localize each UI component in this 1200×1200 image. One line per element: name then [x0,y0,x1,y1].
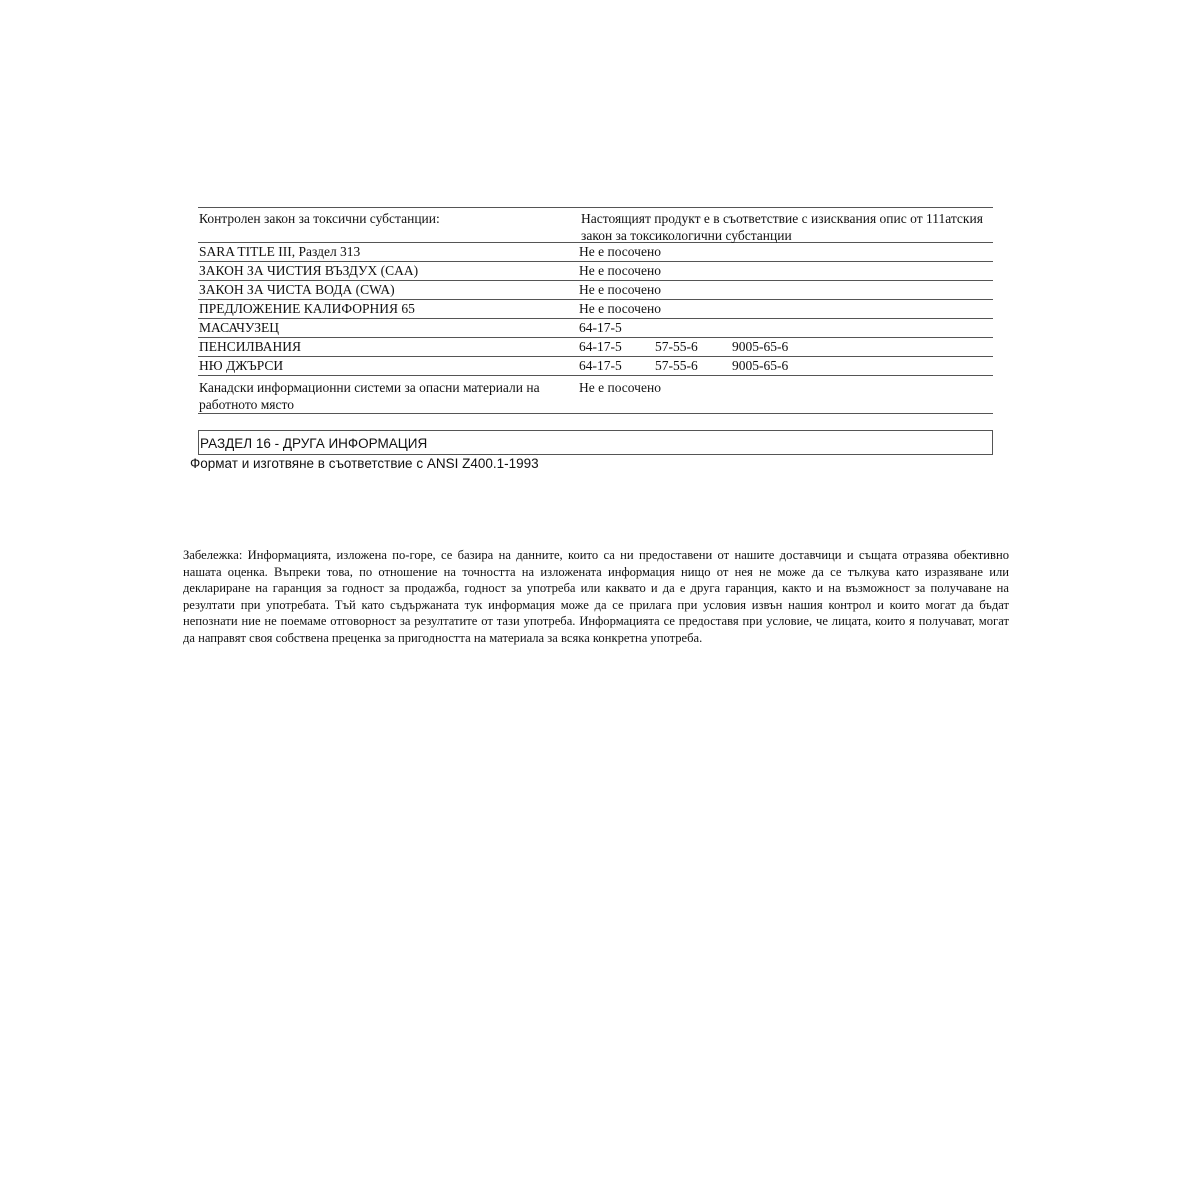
regulation-values [579,208,993,242]
cas-number: 9005-65-6 [732,339,789,354]
regulation-values [579,300,993,318]
regulatory-table [198,207,993,414]
regulation-value: Не е посочено [579,244,661,259]
regulation-label: МАСАЧУЗЕЦ [199,320,280,335]
section-16-header [198,430,993,455]
regulation-values [579,357,993,375]
cas-number: 64-17-5 [579,320,622,335]
regulation-values [579,379,993,413]
regulation-values [579,281,993,299]
regulation-label: НЮ ДЖЪРСИ [199,358,284,373]
cas-number: 64-17-5 [579,339,622,354]
regulation-values [579,243,993,261]
table-row [198,262,993,281]
cas-number: 57-55-6 [655,358,698,373]
table-row [198,357,993,376]
regulation-label: Канадски информационни системи за опасни материали на работното място [199,380,540,412]
table-row [198,281,993,300]
regulation-values [579,319,993,337]
table-row [198,376,993,414]
regulation-label: Контролен закон за токсични субстанции: [199,211,440,226]
regulation-label: SARA TITLE III, Раздел 313 [199,244,361,259]
cas-number: 9005-65-6 [732,358,789,373]
disclaimer-text: Забележка: Информацията, изложена по-горе, се базира на данните, които са ни предоставени от нашите доставчици и същата отразява обективно нашата оценка. Въпреки това, по отношение на точността на изложената информация нищо от нея не може да се тълкува като изразяване или деклариране на гаранция за годност за продажба, годност за употреба или каквато и да е друга гаранция, както и на възможност за получаване на резултати при употребата. Тъй като съдържаната тук информация може да се прилага при условия извън нашия контрол и които могат да бъдат непознати ние не поемаме отговорност за резултатите от тази употреба. Информацията се предоставя при условие, че лицата, които я получават, могат да направят своя собствена преценка за пригодността на материала за всяка конкретна употреба. [183,548,1009,645]
section-16-title: РАЗДЕЛ 16 - ДРУГА ИНФОРМАЦИЯ [200,436,428,451]
cas-number: 57-55-6 [655,339,698,354]
regulation-values [579,338,993,356]
disclaimer-note [183,547,1009,647]
regulation-values [579,262,993,280]
regulation-value: Не е посочено [579,380,661,395]
regulation-label: ЗАКОН ЗА ЧИСТА ВОДА (CWA) [199,282,395,297]
table-row [198,338,993,357]
regulation-label: ЗАКОН ЗА ЧИСТИЯ ВЪЗДУХ (CAA) [199,263,419,278]
table-row [198,243,993,262]
format-statement: Формат и изготвяне в съответствие с ANSI Z400.1-1993 [190,456,539,471]
table-row [198,319,993,338]
regulation-value: Настоящият продукт е в съответствие с изисквания опис от 111атския закон за токсикологични субстанции [581,211,983,243]
regulation-value: Не е посочено [579,301,661,316]
regulation-value: Не е посочено [579,263,661,278]
regulation-value: Не е посочено [579,282,661,297]
regulation-label: ПЕНСИЛВАНИЯ [199,339,302,354]
table-row [198,208,993,243]
regulation-label: ПРЕДЛОЖЕНИЕ КАЛИФОРНИЯ 65 [199,301,415,316]
cas-number: 64-17-5 [579,358,622,373]
table-row [198,300,993,319]
